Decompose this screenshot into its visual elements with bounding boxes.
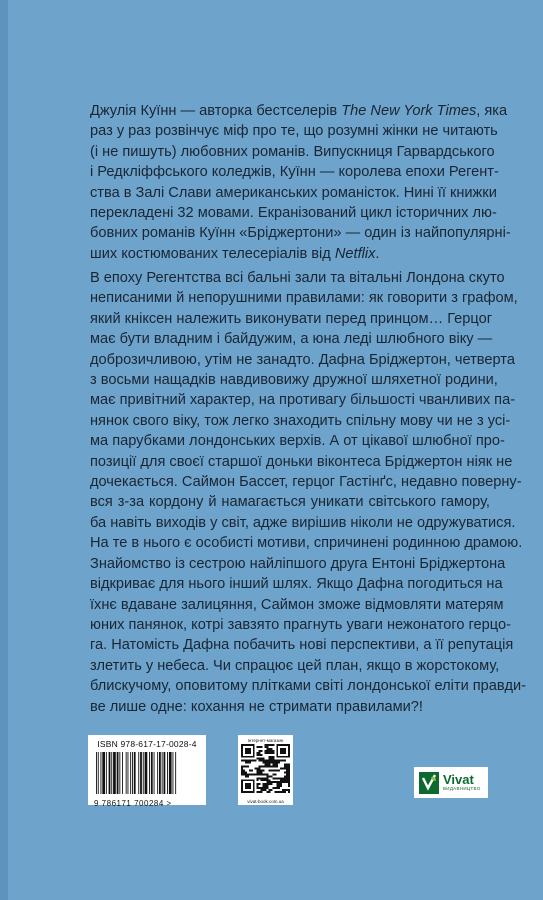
blurb-text: нянок свого віку, тож легко знаходить спільну мову чи не з усі- [90,412,511,429]
author-bio [90,101,511,264]
bio-line [90,142,495,162]
barcode-bar [122,752,123,794]
barcode-bar [111,752,112,794]
bio-line [90,162,499,182]
bio-text: Netflix [334,245,376,262]
barcode-bar [134,752,136,794]
bio-line [90,223,511,243]
bio-text: (і не пишуть) любовних романів. Випускниця Гарвардського [90,143,495,160]
barcode-digits [94,799,200,808]
bio-text: перекладені 32 мовами. Екранізований цикл історичних лю- [90,205,497,222]
barcode-bar [132,752,133,794]
barcode-bar [154,752,155,794]
blurb-line [90,268,505,288]
blurb-line [90,370,498,390]
blurb-line [90,574,503,594]
blurb-line [90,554,506,574]
blurb-line [90,513,516,533]
barcode-bar [109,752,111,794]
barcode-arrow: > [166,799,172,808]
barcode-bar [138,752,139,794]
bio-text: раз у раз розвінчує міф про те, що розумні жінки не читають [90,123,498,140]
blurb-line [90,492,490,512]
barcode-bars [94,752,200,794]
barcode-bar [117,752,119,794]
barcode-bar [175,752,176,794]
barcode-bar [102,752,105,794]
barcode-bar [106,752,107,794]
bio-line [90,203,497,223]
blurb-line [90,472,522,492]
blurb-line [90,390,516,410]
qr-code-icon [241,744,290,793]
qr-url: vivat-book.com.ua [247,799,284,804]
blurb-line [90,595,504,615]
blurb-line [90,656,500,676]
barcode-bar [98,752,99,794]
barcode-bar [119,752,120,794]
blurb-text: який кніксен належить виконувати перед принцом… Герцог [90,310,493,327]
blurb-text: дочекається. Саймон Бассет, герцог Гастінґс, недавно поверну- [90,474,522,491]
bio-text: , яка [476,103,508,119]
barcode-bar [128,752,129,794]
blurb-text: ма парубками лондонських верхів. А от цікавої шлюбної про- [90,433,505,450]
blurb-text: неписаними й непорушними правилами: як говорити з графом, [90,290,518,307]
barcode-bar [126,752,127,794]
bio-line [90,244,490,264]
blurb-line [90,635,514,655]
blurb-line [90,533,523,553]
bio-text: ших костюмованих телесеріалів від [90,245,335,262]
vivat-leaf-icon [419,772,439,794]
blurb-text: відкриває для нього інший шлях. Якщо Дафна погодиться на [90,576,503,593]
book-blurb [90,268,527,717]
barcode-bar [149,752,150,794]
blurb-text: На те в нього є особисті мотиви, спричинені родинною драмою. [90,535,523,552]
blurb-text: має привітний характер, на противагу більшості чванливих па- [90,392,516,409]
barcode-bar [113,752,116,794]
bio-text: ства в Залі Слави американських романісток. Нині її книжки [90,184,497,201]
barcode-bar [96,752,97,794]
blurb-text: злетить у небеса. Чи спрацює цей план, якщо в жорстокому, [90,657,500,674]
barcode-bar [169,752,172,794]
blurb-text: В епоху Регентства всі бальні зали та вітальні Лондона скуто [90,270,505,286]
blurb-text: Знайомство із сестрою найліпшого друга Ентоні Бріджертона [90,555,506,572]
barcode-bar [151,752,153,794]
bio-text: . [375,245,380,262]
blurb-line [90,309,493,329]
barcode-bar [130,752,131,794]
qr-code-block [238,735,293,805]
publisher-name: Vivat [443,772,474,787]
publisher-subtitle: ВИДАВНИЦТВО [443,786,481,791]
blurb-text: юних панянок, котрі завзято прагнуть уваги нежонатого герцо- [90,616,511,633]
blurb-text: вся з-за кордону й намагається уникати світського гамору, [90,494,490,511]
barcode-bar [162,752,163,794]
barcode-bar [159,752,161,794]
qr-title: Інтернет-магазин [247,738,284,743]
barcode [88,735,206,808]
blurb-text: позиції для своєї старшої доньки віконтеса Бріджертон ніяк не [90,453,513,470]
blurb-line [90,288,518,308]
blurb-text: блискучому, оповитому плітками світі лондонської еліти правди- [90,678,527,695]
barcode-bar [101,752,102,794]
barcode-bar [173,752,174,794]
spine-edge [0,0,8,900]
isbn-number: ISBN 978-617-17-0028-4 [97,739,197,749]
blurb-text: з восьми нащадків навдивовижу дружної шляхетної родини, [90,372,498,389]
blurb-text: їхнє вдаване залицяння, Саймон зможе відмовляти матерям [90,596,504,613]
bio-text: бовних романів Куїнн «Бріджертони» — один із найпопулярні- [90,225,511,242]
bio-text: The New York Times [341,103,477,119]
blurb-text: доброзичливою, утім не занадто. Дафна Бріджертон, четверта [90,351,515,368]
barcode-digits-text: 9 786171 700284 [94,799,164,808]
publisher-logo [414,767,488,798]
bio-line [90,101,508,121]
bio-line [90,183,497,203]
barcode-bar [145,752,148,794]
barcode-bar [164,752,166,794]
blurb-text: га. Натомість Дафна побачить нові перспективи, а її репутація [90,637,514,654]
blurb-line [90,676,527,696]
blurb-line [90,411,511,431]
bio-text: і Редкліффського коледжів, Куїнн — королева епохи Регент- [90,164,499,181]
blurb-line [90,615,511,635]
blurb-line [90,452,513,472]
barcode-bar [167,752,168,794]
blurb-text: має бути владним і байдужим, а юна леді шлюбного віку — [90,331,493,348]
barcode-bar [140,752,142,794]
blurb-line [90,697,490,717]
blurb-line [90,431,505,451]
blurb-line [90,350,515,370]
blurb-text: ба навіть виходів у світ, адже вирішив ніколи не одружуватися. [90,514,516,531]
blurb-text: ве лише одне: кохання не стримати правилами?! [90,698,423,715]
barcode-bar [143,752,144,794]
blurb-line [90,329,493,349]
bio-line [90,121,498,141]
bio-text: Джулія Куїнн — авторка бестселерів [90,103,342,119]
barcode-bar [157,752,158,794]
